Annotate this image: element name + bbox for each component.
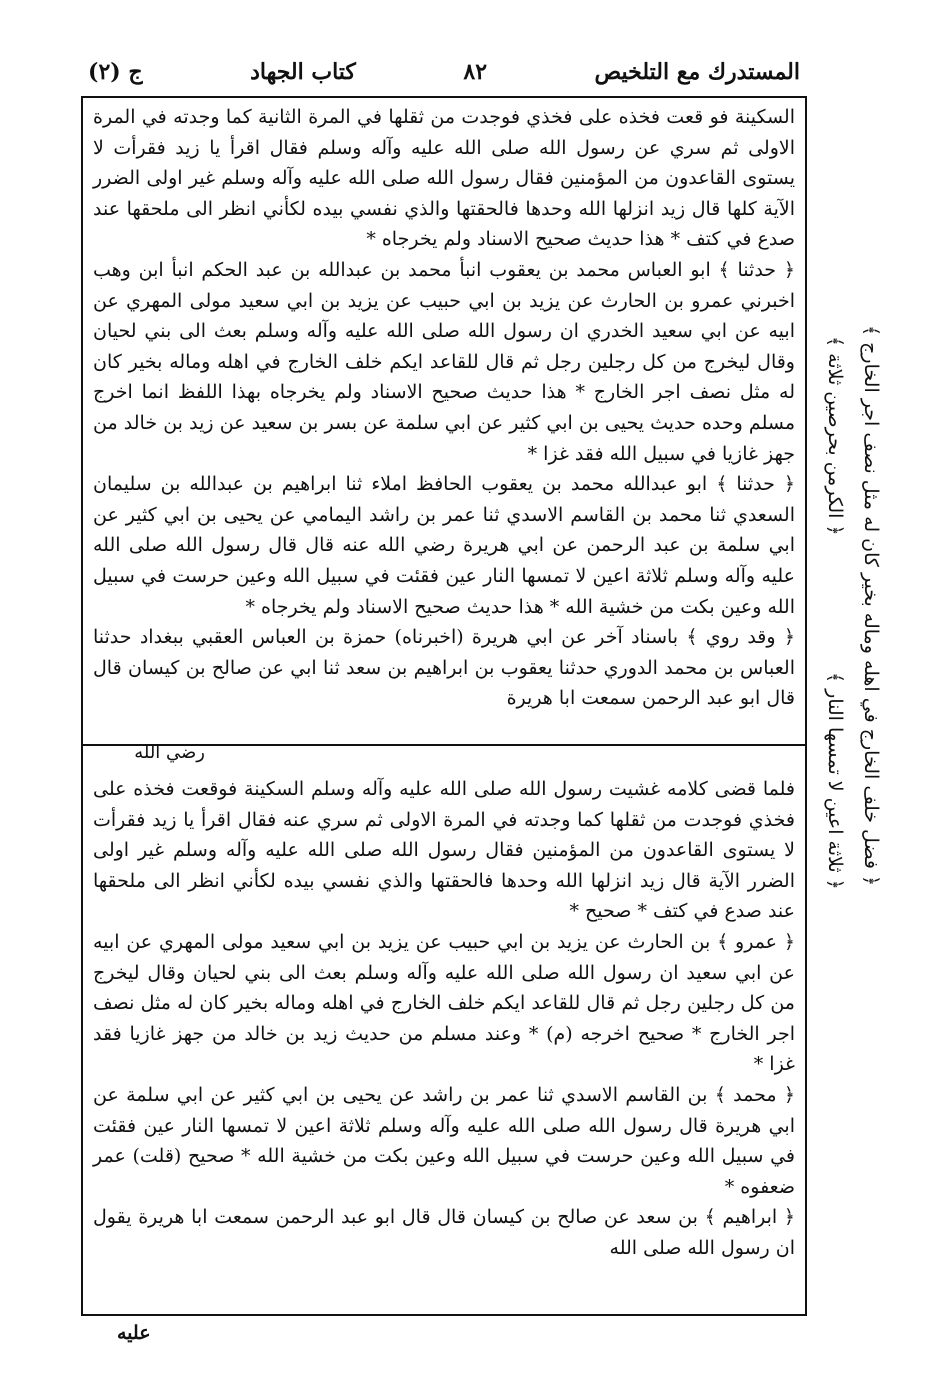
margin-note: ﴿ الكرمن بحرصين ثلاثة ﴾ xyxy=(824,336,846,536)
paragraph: ﴿ محمد ﴾ بن القاسم الاسدي ثنا عمر بن راشد عن يحيى بن ابي كثير عن ابي سلمة عن ابي هريرة قال رسول الله صلى الله عليه وآله وسلم ثلاثة اعين لا تمسها النار عين فقئت في سبيل الله وعين حرست في سبيل الله وعين بكت من خشية الله * صحيح (قلت) عمر ضعفوه * xyxy=(93,1083,795,1198)
page-header xyxy=(88,52,800,92)
paragraph: ﴿ حدثنا ﴾ ابو عبدالله محمد بن يعقوب الحافظ املاء ثنا ابراهيم بن عبدالله بن سليمان السعدي ثنا محمد بن القاسم الاسدي ثنا عمر بن راشد اليمامي عن يحيى بن ابي كثير عن ابي سلمة بن عبد الرحمن عن ابي هريرة رضي الله عنه قال قال رسول الله صلى الله عليه وآله وسلم ثلاثة اعين لا تمسها النار عين فقئت في سبيل الله وعين حرست في سبيل الله وعين بكت من خشية الله * هذا حديث صحيح الاسناد ولم يخرجاه * xyxy=(93,473,795,618)
paragraph: السكينة فو قعت فخذه على فخذي فوجدت من ثقلها في المرة الثانية كما وجدته في المرة الاولى ثم سري عن رسول الله صلى الله عليه وآله وسلم فقال اقرأ يا زيد فقرأت لا يستوى القاعدون من المؤمنين فقال رسول الله صلى الله عليه وآله وسلم غير اولى الضرر الآية كلها قال زيد انزلها الله وحدها فالحقتها والذي نفسي بيده لكأني انظر الى ملحقها عند صدع في كتف * هذا حديث صحيح الاسناد ولم يخرجاه * xyxy=(93,106,795,251)
book-title: المستدرك مع التلخيص xyxy=(594,59,800,85)
main-text xyxy=(93,102,795,714)
continuation-text: رضي الله xyxy=(134,742,205,763)
margin-note: ﴿ ثلاثة اعين لا تمسها النار ﴾ xyxy=(824,672,846,890)
paragraph: فلما قضى كلامه غشيت رسول الله صلى الله عليه وآله وسلم السكينة فوقعت فخذه على فخذي فوجدت من ثقلها كما وجدته في المرة الاولى ثم سري عنه فقال اقرأ يا زيد فقرأت لا يستوى القاعدون من المؤمنين فقال رسول الله صلى الله عليه وآله وسلم غير اولى الضرر الآية قال زيد انزلها الله وحدها فالحقتها والذي نفسي بيده لكأني انظر الى ملحقها عند صدع في كتف * صحيح * xyxy=(93,778,795,923)
paragraph: ﴿ ابراهيم ﴾ بن سعد عن صالح بن كيسان قال قال ابو عبد الرحمن سمعت ابا هريرة يقول ان رسول الله صلى الله xyxy=(93,1206,795,1259)
catchword: عليه xyxy=(117,1322,151,1344)
talkhis-text xyxy=(93,774,795,1264)
paragraph: ﴿ عمرو ﴾ بن الحارث عن يزيد بن ابي حبيب عن يزيد بن ابي سعيد مولى المهري عن ابيه عن ابي سعيد ان رسول الله صلى الله عليه وآله وسلم بعث الى بني لحيان وقال ليخرج من كل رجلين رجل ثم قال للقاعد ايكم خلف الخارج في اهله وماله بخير كان له مثل نصف اجر الخارج * صحيح اخرجه (م) * وعند مسلم من حديث زيد بن خالد من جهز غازيا فقد غزا * xyxy=(93,930,795,1076)
paragraph: ﴿ حدثنا ﴾ ابو العباس محمد بن يعقوب انبأ محمد بن عبدالله بن عبد الحكم انبأ ابن وهب اخبرني عمرو بن الحارث عن يزيد بن ابي حبيب عن يزيد بن ابي سعيد مولى المهري عن ابيه عن ابي سعيد الخدري ان رسول الله صلى الله عليه وآله وسلم بعث الى بني لحيان وقال ليخرج من كل رجلين رجل ثم قال للقاعد ايكم خلف الخارج في اهله وماله بخير كان له مثل نصف اجر الخارج * هذا حديث صحيح الاسناد ولم يخرجاه بهذا اللفظ انما اخرج مسلم وحده حديث يحيى بن ابي كثير عن ابي سلمة عن بسر بن سعيد عن زيد بن خالد من جهز غازيا في سبيل الله فقد غزا * xyxy=(93,258,795,465)
paragraph: ﴿ وقد روي ﴾ باسناد آخر عن ابي هريرة (اخبرناه) حمزة بن العباس العقبي ببغداد حدثنا العباس بن محمد الدوري حدثنا يعقوب بن ابراهيم بن سعد ثنا ابي عن صالح بن كيسان قال قال ابو عبد الرحمن سمعت ابا هريرة xyxy=(93,626,795,710)
chapter-title: كتاب الجهاد xyxy=(250,59,356,85)
margin-note: ﴿ فضل خلف الخارج في اهله وماله بخير كان له مثل نصف اجر الخارج ﴾ xyxy=(860,324,882,886)
page-frame xyxy=(81,96,807,1316)
page-number: ٨٢ xyxy=(463,59,488,85)
volume-number: ج (٢) xyxy=(88,59,143,85)
